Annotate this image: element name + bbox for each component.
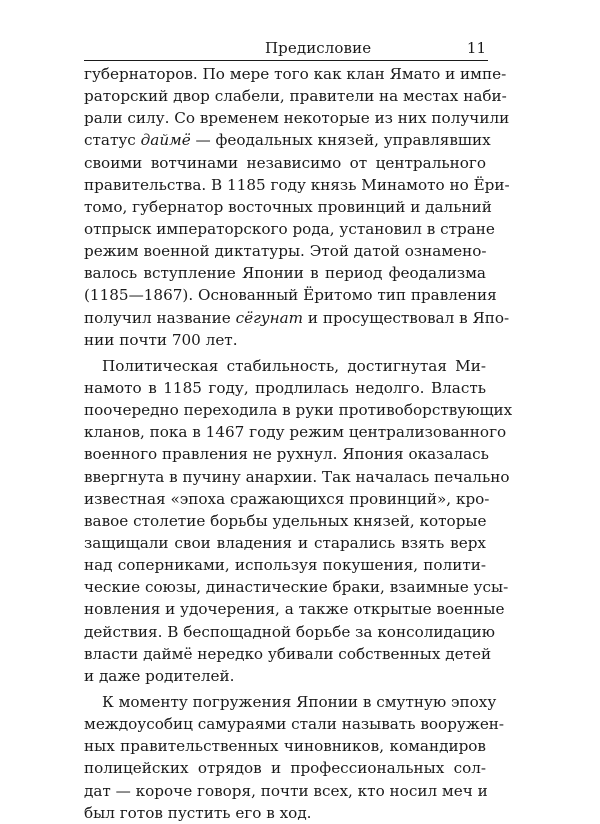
text-line bbox=[84, 63, 507, 85]
text-run: — феодальных князей, управлявших bbox=[190, 131, 491, 150]
text-line bbox=[84, 713, 505, 735]
text-run: и даже родителей. bbox=[84, 666, 235, 685]
text-line bbox=[84, 621, 496, 643]
text-line bbox=[84, 735, 486, 757]
text-line bbox=[84, 355, 486, 377]
text-line bbox=[84, 780, 486, 802]
text-run: ввергнута в пучину анархии. Так началась печально bbox=[84, 467, 510, 486]
text-line bbox=[84, 665, 486, 687]
text-line bbox=[84, 377, 486, 399]
text-run: получил название bbox=[84, 308, 236, 327]
text-line bbox=[84, 240, 486, 262]
text-run: Политическая стабильность, достигнутая Ми- bbox=[102, 356, 486, 375]
paragraph bbox=[84, 355, 513, 687]
text-line bbox=[84, 598, 505, 620]
text-line bbox=[84, 466, 510, 488]
text-line bbox=[84, 802, 486, 824]
text-line bbox=[84, 532, 486, 554]
text-line bbox=[84, 85, 507, 107]
page-number: 11 bbox=[466, 39, 486, 57]
text-run: полицейских отрядов и профессиональных сол- bbox=[84, 759, 486, 778]
text-line bbox=[84, 174, 510, 196]
text-line bbox=[84, 421, 507, 443]
text-run: раторский двор слабели, правители на местах наби- bbox=[84, 87, 507, 106]
text-line bbox=[84, 152, 486, 174]
text-run: режим военной диктатуры. Этой датой ознаменo- bbox=[84, 242, 487, 261]
text-run: правительства. В 1185 году князь Минамото но Ёри- bbox=[84, 175, 510, 194]
text-line bbox=[84, 218, 495, 240]
text-run: власти даймё нередко убивали собственных детей bbox=[84, 644, 492, 663]
text-line bbox=[84, 554, 486, 576]
text-run: и просуществовал в Япо- bbox=[303, 308, 510, 327]
text-run: кланов, пока в 1467 году режим централизованного bbox=[84, 423, 507, 442]
paragraph bbox=[84, 63, 510, 351]
text-run: известная «эпоха сражающихся провинций», кро- bbox=[84, 489, 490, 508]
running-head-title: Предисловие bbox=[265, 39, 372, 57]
text-run: своими вотчинами независимо от центрального bbox=[84, 153, 486, 172]
text-run: защищали свои владения и старались взять верх bbox=[84, 533, 486, 552]
text-run: (1185—1867). Основанный Ёритомо тип правления bbox=[84, 286, 497, 305]
text-line bbox=[84, 757, 486, 779]
text-run: был готов пустить его в ход. bbox=[84, 803, 312, 822]
text-run: валось вступление Японии в период феодализма bbox=[84, 264, 486, 283]
italic-term: даймё bbox=[140, 131, 191, 150]
text-run: над соперниками, используя покушения, полити- bbox=[84, 556, 486, 575]
text-run: вавое столетие борьбы удельных князей, которые bbox=[84, 511, 487, 530]
text-line bbox=[84, 488, 490, 510]
text-line bbox=[84, 129, 491, 151]
text-run: рали силу. Со временем некоторые из них получили bbox=[84, 109, 510, 128]
text-run: дат — короче говоря, почти всех, кто носил меч и bbox=[84, 781, 488, 800]
text-line bbox=[84, 443, 489, 465]
text-line bbox=[84, 691, 497, 713]
text-run: губернаторов. По мере того как клан Ямато и импе- bbox=[84, 65, 507, 83]
text-line bbox=[84, 196, 492, 218]
text-run: статус bbox=[84, 131, 141, 150]
text-line bbox=[84, 510, 486, 532]
text-line bbox=[84, 307, 510, 329]
text-run: намото в 1185 году, продлилась недолго. Власть bbox=[84, 378, 486, 397]
text-run: томо, губернатор восточных провинций и дальний bbox=[84, 197, 492, 216]
text-line bbox=[84, 107, 510, 129]
text-run: междоусобиц самураями стали называть вооружен- bbox=[84, 715, 505, 734]
text-run: военного правления не рухнул. Япония оказалась bbox=[84, 445, 489, 464]
text-run: действия. В беспощадной борьбе за консолидацию bbox=[84, 622, 496, 641]
text-line bbox=[84, 399, 513, 421]
text-line bbox=[84, 576, 509, 598]
text-run: поочередно переходила в руки противоборствующих bbox=[84, 401, 513, 420]
text-run: ческие союзы, династические браки, взаимные усы- bbox=[84, 578, 509, 597]
text-line bbox=[84, 643, 492, 665]
text-run: К моменту погружения Японии в смутную эпоху bbox=[102, 692, 497, 711]
text-line bbox=[84, 262, 486, 284]
text-run: отпрыск императорского рода, установил в стране bbox=[84, 219, 495, 238]
body-text bbox=[84, 63, 513, 824]
running-head bbox=[84, 38, 488, 61]
text-line bbox=[84, 329, 486, 351]
text-line bbox=[84, 284, 497, 306]
text-run: ных правительственных чиновников, командиров bbox=[84, 737, 486, 756]
italic-term: сёгунат bbox=[235, 308, 304, 327]
text-run: новления и удочерения, а также открытые военные bbox=[84, 600, 505, 619]
text-run: нии почти 700 лет. bbox=[84, 330, 238, 349]
paragraph bbox=[84, 691, 505, 824]
